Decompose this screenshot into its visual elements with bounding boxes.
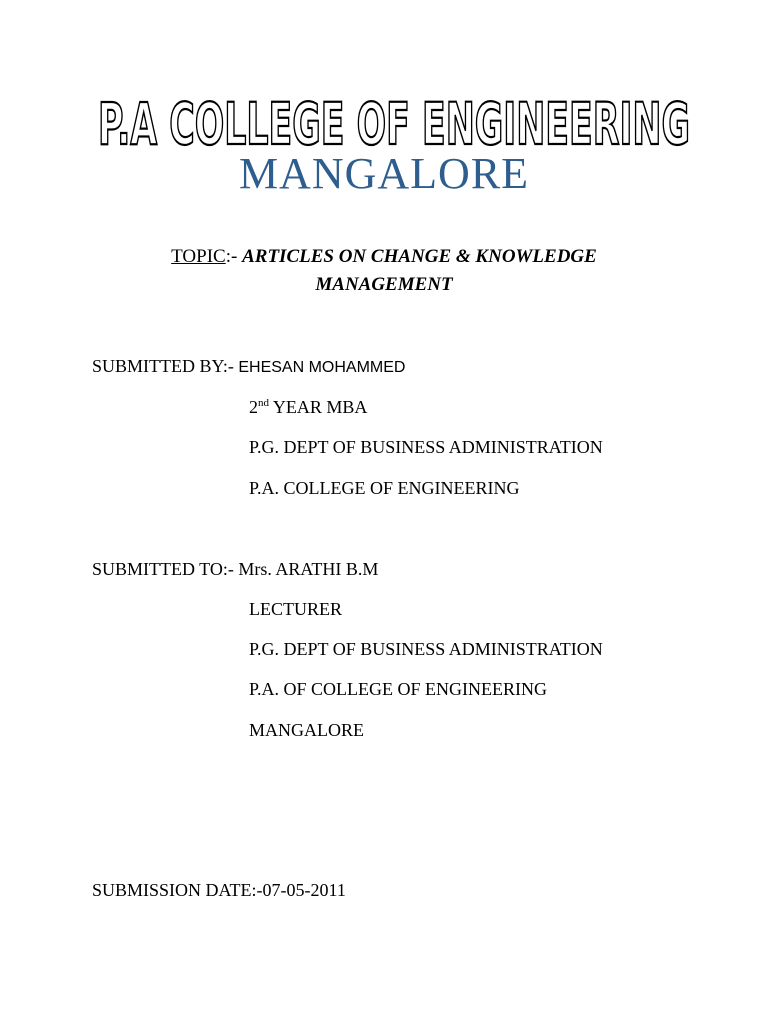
lecturer-college: P.A. OF COLLEGE OF ENGINEERING: [249, 679, 547, 699]
year-suffix: nd: [258, 397, 269, 409]
student-college: P.A. COLLEGE OF ENGINEERING: [249, 478, 520, 498]
lecturer-city: MANGALORE: [249, 720, 364, 740]
submitted-to-name: Mrs. ARATHI B.M: [238, 559, 379, 579]
submission-date-value: 07-05-2011: [262, 880, 346, 900]
submitted-to-line: [92, 559, 378, 580]
year-rest: YEAR MBA: [269, 397, 368, 417]
topic-line-1: [0, 246, 768, 268]
topic-title-line1: ARTICLES ON CHANGE & KNOWLEDGE: [242, 246, 597, 267]
topic-title-line2: MANAGEMENT: [315, 274, 453, 295]
submitted-by-label: SUBMITTED BY:-: [92, 356, 239, 376]
submitted-by-name: EHESAN MOHAMMED: [238, 359, 406, 376]
city-title: MANGALORE: [238, 149, 530, 198]
topic-separator: :-: [225, 246, 243, 267]
submitted-to-label: SUBMITTED TO:-: [92, 559, 239, 579]
college-title: [0, 84, 768, 154]
year-number: 2: [249, 397, 258, 417]
topic-label: TOPIC: [171, 246, 226, 267]
submission-date-label: SUBMISSION DATE:-: [92, 880, 263, 900]
submitted-by-line: [92, 356, 405, 377]
student-dept: P.G. DEPT OF BUSINESS ADMINISTRATION: [249, 437, 603, 457]
lecturer-position: LECTURER: [249, 599, 342, 619]
topic-line-2: [0, 274, 768, 296]
student-year: [249, 397, 367, 418]
lecturer-dept: P.G. DEPT OF BUSINESS ADMINISTRATION: [249, 639, 603, 659]
college-title-text: P.A COLLEGE OF ENGINEERING: [98, 90, 690, 154]
submission-date-line: [92, 880, 346, 901]
